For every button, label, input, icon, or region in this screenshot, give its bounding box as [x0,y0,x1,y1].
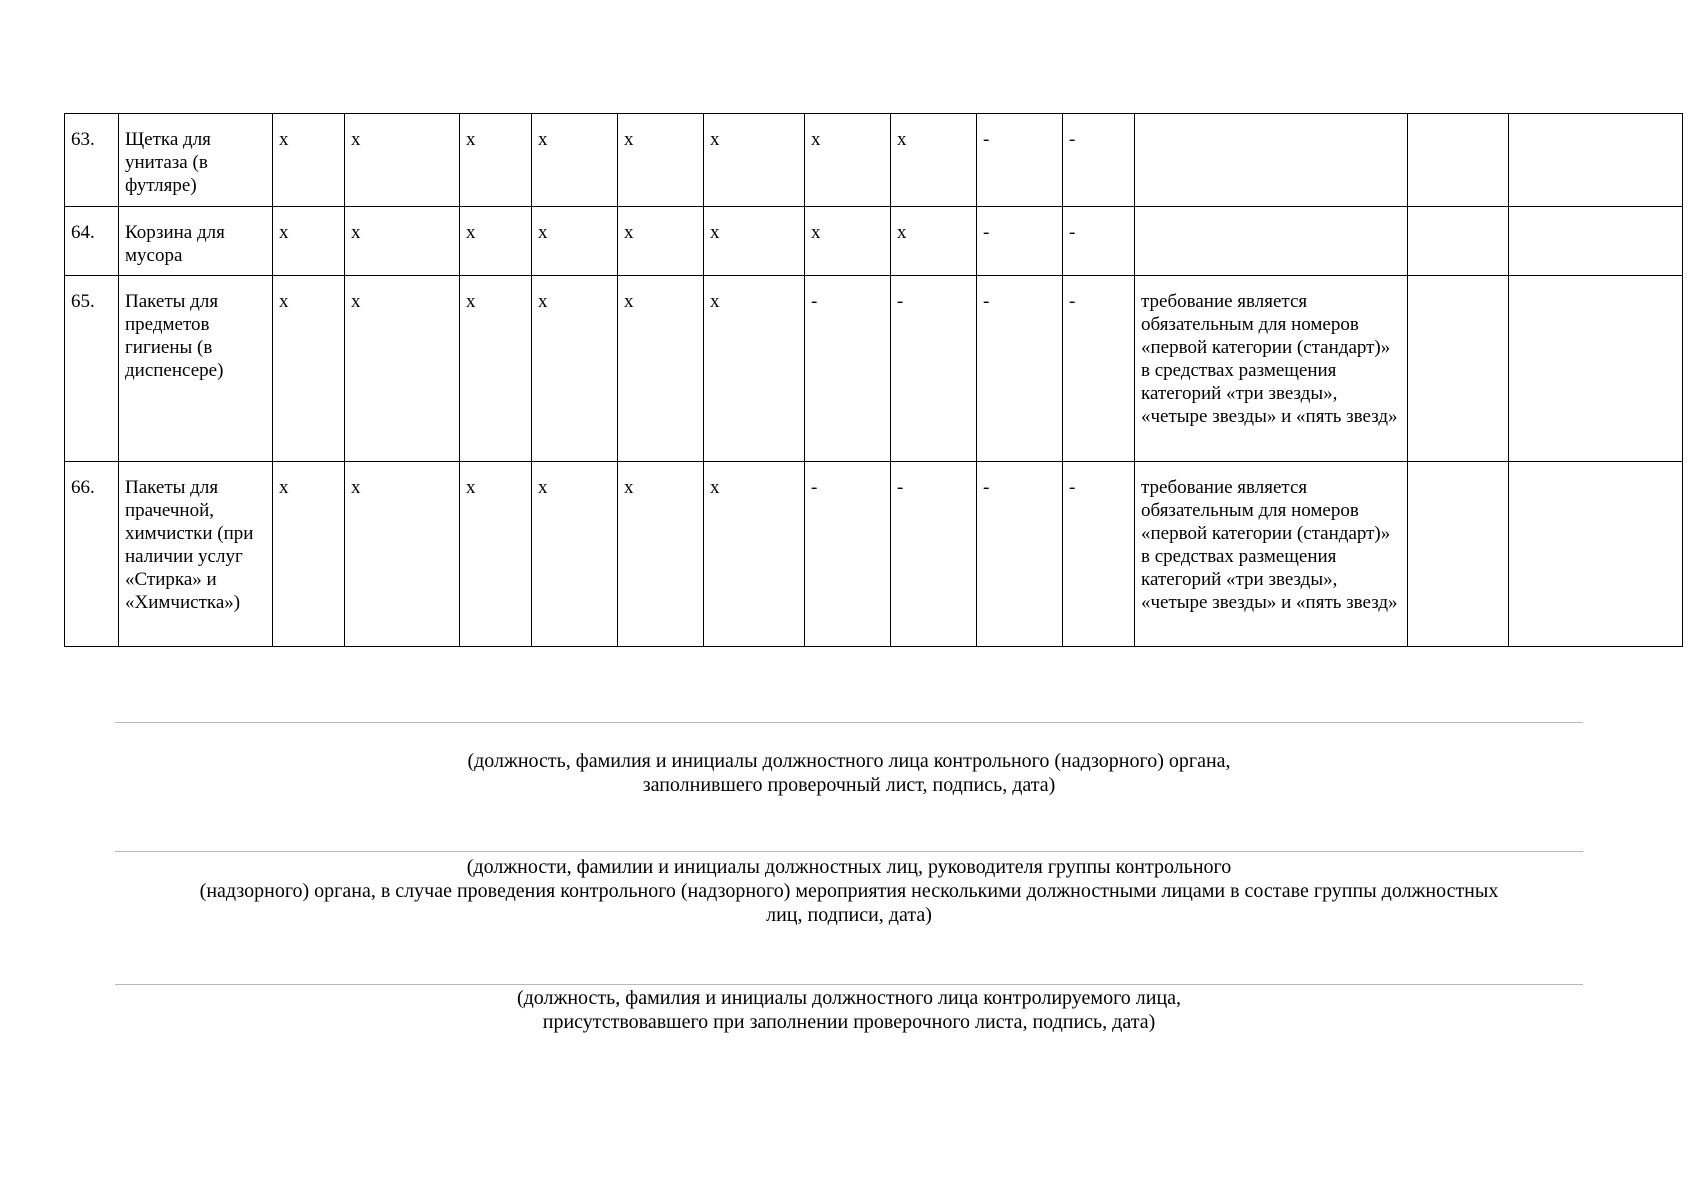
table-row [65,462,1683,647]
caption-line: (надзорного) органа, в случае проведения контрольного (надзорного) мероприятия несколькими должностными лицами в составе группы должностных [199,880,1499,902]
category-mark: - [1063,207,1135,276]
category-mark: х [805,114,891,207]
signature-line-controlled-party [115,984,1583,985]
category-mark: х [460,114,532,207]
answer-cell [1408,207,1509,276]
category-mark: - [1063,114,1135,207]
category-mark: х [805,207,891,276]
caption-line: присутствовавшего при заполнении проверочного листа, подпись, дата) [542,1011,1156,1033]
category-mark: х [345,207,460,276]
category-mark: х [618,462,704,647]
category-mark: х [273,462,345,647]
caption-line: заполнившего проверочный лист, подпись, дата) [642,774,1056,796]
category-mark: - [977,207,1063,276]
category-mark: х [460,207,532,276]
category-mark: х [532,114,618,207]
row-number: 64. [65,207,119,276]
caption-line: (должность, фамилия и инициалы должностного лица контролируемого лица, [516,987,1182,1009]
category-mark: х [345,114,460,207]
category-mark: - [977,276,1063,462]
category-mark: - [805,462,891,647]
category-mark: х [704,276,805,462]
category-mark: х [704,114,805,207]
category-mark: х [273,276,345,462]
signature-caption-group [115,855,1583,927]
item-name: Пакеты для предметов гигиены (в диспенсере) [119,276,273,462]
row-number: 65. [65,276,119,462]
requirement-note [1135,207,1408,276]
item-name: Корзина для мусора [119,207,273,276]
answer-cell [1408,276,1509,462]
category-mark: - [1063,462,1135,647]
signature-caption-inspector [115,749,1583,797]
category-mark: х [460,276,532,462]
category-mark: х [532,276,618,462]
comment-cell [1509,462,1683,647]
category-mark: х [618,276,704,462]
category-mark: х [618,207,704,276]
signature-caption-controlled-party [115,986,1583,1034]
comment-cell [1509,207,1683,276]
category-mark: х [273,207,345,276]
category-mark: - [891,462,977,647]
category-mark: - [977,114,1063,207]
table-row [65,207,1683,276]
category-mark: х [891,114,977,207]
answer-cell [1408,114,1509,207]
answer-cell [1408,462,1509,647]
signature-line-inspector [115,722,1583,723]
category-mark: х [618,114,704,207]
caption-line: лиц, подписи, дата) [766,904,932,926]
caption-line: (должности, фамилии и инициалы должностных лиц, руководителя группы контрольного [466,856,1232,878]
item-name: Пакеты для прачечной, химчистки (при наличии услуг «Стирка» и «Химчистка») [119,462,273,647]
category-mark: х [345,276,460,462]
comment-cell [1509,114,1683,207]
category-mark: х [891,207,977,276]
category-mark: х [273,114,345,207]
category-mark: х [704,462,805,647]
requirement-note: требование является обязательным для номеров «первой категории (стандарт)» в средствах размещения категорий «три звезды», «четыре звезды» и «пять звезд» [1135,276,1408,462]
requirement-note [1135,114,1408,207]
category-mark: х [460,462,532,647]
row-number: 66. [65,462,119,647]
caption-line: (должность, фамилия и инициалы должностного лица контрольного (надзорного) органа, [467,750,1231,772]
category-mark: - [891,276,977,462]
signature-line-group [115,851,1583,852]
category-mark: - [977,462,1063,647]
table-row [65,276,1683,462]
requirement-note: требование является обязательным для номеров «первой категории (стандарт)» в средствах размещения категорий «три звезды», «четыре звезды» и «пять звезд» [1135,462,1408,647]
category-mark: х [532,207,618,276]
category-mark: - [805,276,891,462]
category-mark: х [704,207,805,276]
category-mark: - [1063,276,1135,462]
category-mark: х [345,462,460,647]
comment-cell [1509,276,1683,462]
checklist-table [64,113,1683,647]
category-mark: х [532,462,618,647]
table-row [65,114,1683,207]
item-name: Щетка для унитаза (в футляре) [119,114,273,207]
row-number: 63. [65,114,119,207]
